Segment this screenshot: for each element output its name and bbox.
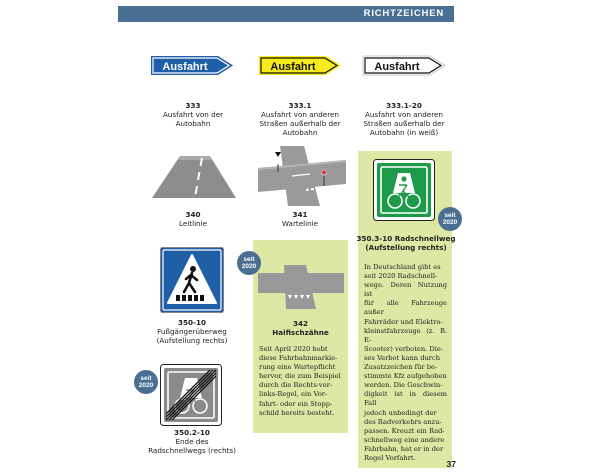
sign-number-333-1-20: 333.1-20 bbox=[386, 101, 422, 110]
caption-350-10: 350-10 Fußgängerüberweg (Aufstellung rechts) bbox=[146, 318, 238, 345]
caption-340: 340 Leitlinie bbox=[148, 210, 238, 228]
header-bar bbox=[118, 6, 454, 22]
sign-number-333: 333 bbox=[185, 101, 201, 110]
text-radschnellweg: In Deutschland gibt es seit 2020 Radschnell- wege. Deren Nutzung ist für alle Fahrzeuge außer Fahrräder und Elektro- kleinstfahrzeuge (z. B. E- Scooter) verboten. Die- ses Verbot kann durch Zusatzzeichen für be- stimmte Kfz aufgehoben werden. Die Geschwin- digkeit ist in diesem Fall jedoch unbedingt der des Radverkehrs anzu- passen. Kreuzt ein Rad- schnellweg eine andere Fahrbahn, hat er in der Regel Vorfahrt. bbox=[364, 263, 447, 462]
seit-2020-badge-radschnellweg: seit 2020 bbox=[438, 207, 462, 231]
leitlinie-road-illustration bbox=[150, 152, 238, 200]
caption-333-1: 333.1 Ausfahrt von anderen Straßen außerhalb der Autobahn bbox=[252, 101, 348, 137]
sign-333-blue-arrow bbox=[150, 55, 234, 76]
sign-333-1-20-text: Ausfahrt bbox=[374, 61, 420, 73]
haifischzaehne-road-illustration bbox=[258, 265, 344, 309]
caption-333-1-20: 333.1-20 Ausfahrt von anderen Straßen außerhalb der Autobahn (in weiß) bbox=[356, 101, 452, 137]
sign-333-1-yellow-arrow bbox=[258, 55, 342, 76]
sign-333-text: Ausfahrt bbox=[162, 61, 208, 73]
caption-350-2-10: 350.2-10 Ende des Radschnellwegs (rechts) bbox=[140, 428, 244, 455]
sign-333-1-text: Ausfahrt bbox=[270, 61, 316, 73]
caption-333: 333 Ausfahrt von der Autobahn bbox=[148, 101, 238, 128]
caption-350-3-10: 350.3-10 Radschnellweg (Aufstellung rechts) bbox=[356, 234, 456, 252]
text-haifischzaehne: Seit April 2020 hebt diese Fahrbahnmarkie- rung eine Wartepflicht hervor, die zum Beispiel durch die Rechts-vor- links-Regel, ein Vor- fahrt- oder ein Stopp- schild bereits besteht. bbox=[259, 345, 341, 417]
wartelinie-intersection-illustration bbox=[258, 146, 346, 206]
sign-number-350-2-10: 350.2-10 bbox=[174, 428, 210, 437]
sign-number-350-3-10: 350.3-10 bbox=[356, 234, 393, 243]
caption-341: 341 Wartelinie bbox=[252, 210, 348, 228]
section-title: RICHTZEICHEN bbox=[363, 8, 444, 19]
sign-number-333-1: 333.1 bbox=[288, 101, 312, 110]
sign-350-3-radschnellweg bbox=[373, 159, 435, 221]
sign-333-1-20-white-arrow bbox=[362, 55, 446, 76]
sign-number-342: 342 bbox=[292, 319, 308, 328]
caption-342: 342 Haifischzähne bbox=[253, 319, 348, 337]
page-number: 37 bbox=[446, 459, 456, 469]
sign-number-340: 340 bbox=[185, 210, 201, 219]
sign-350-2-ende-radschnellweg bbox=[160, 364, 222, 426]
sign-number-350-10: 350-10 bbox=[178, 318, 206, 327]
sign-number-341: 341 bbox=[292, 210, 308, 219]
seit-2020-badge-haifischzaehne: seit 2020 bbox=[237, 251, 261, 275]
sign-350-10-fussgaengerueberweg bbox=[160, 247, 224, 313]
seit-2020-badge-ende-radschnellweg: seit 2020 bbox=[134, 370, 158, 394]
